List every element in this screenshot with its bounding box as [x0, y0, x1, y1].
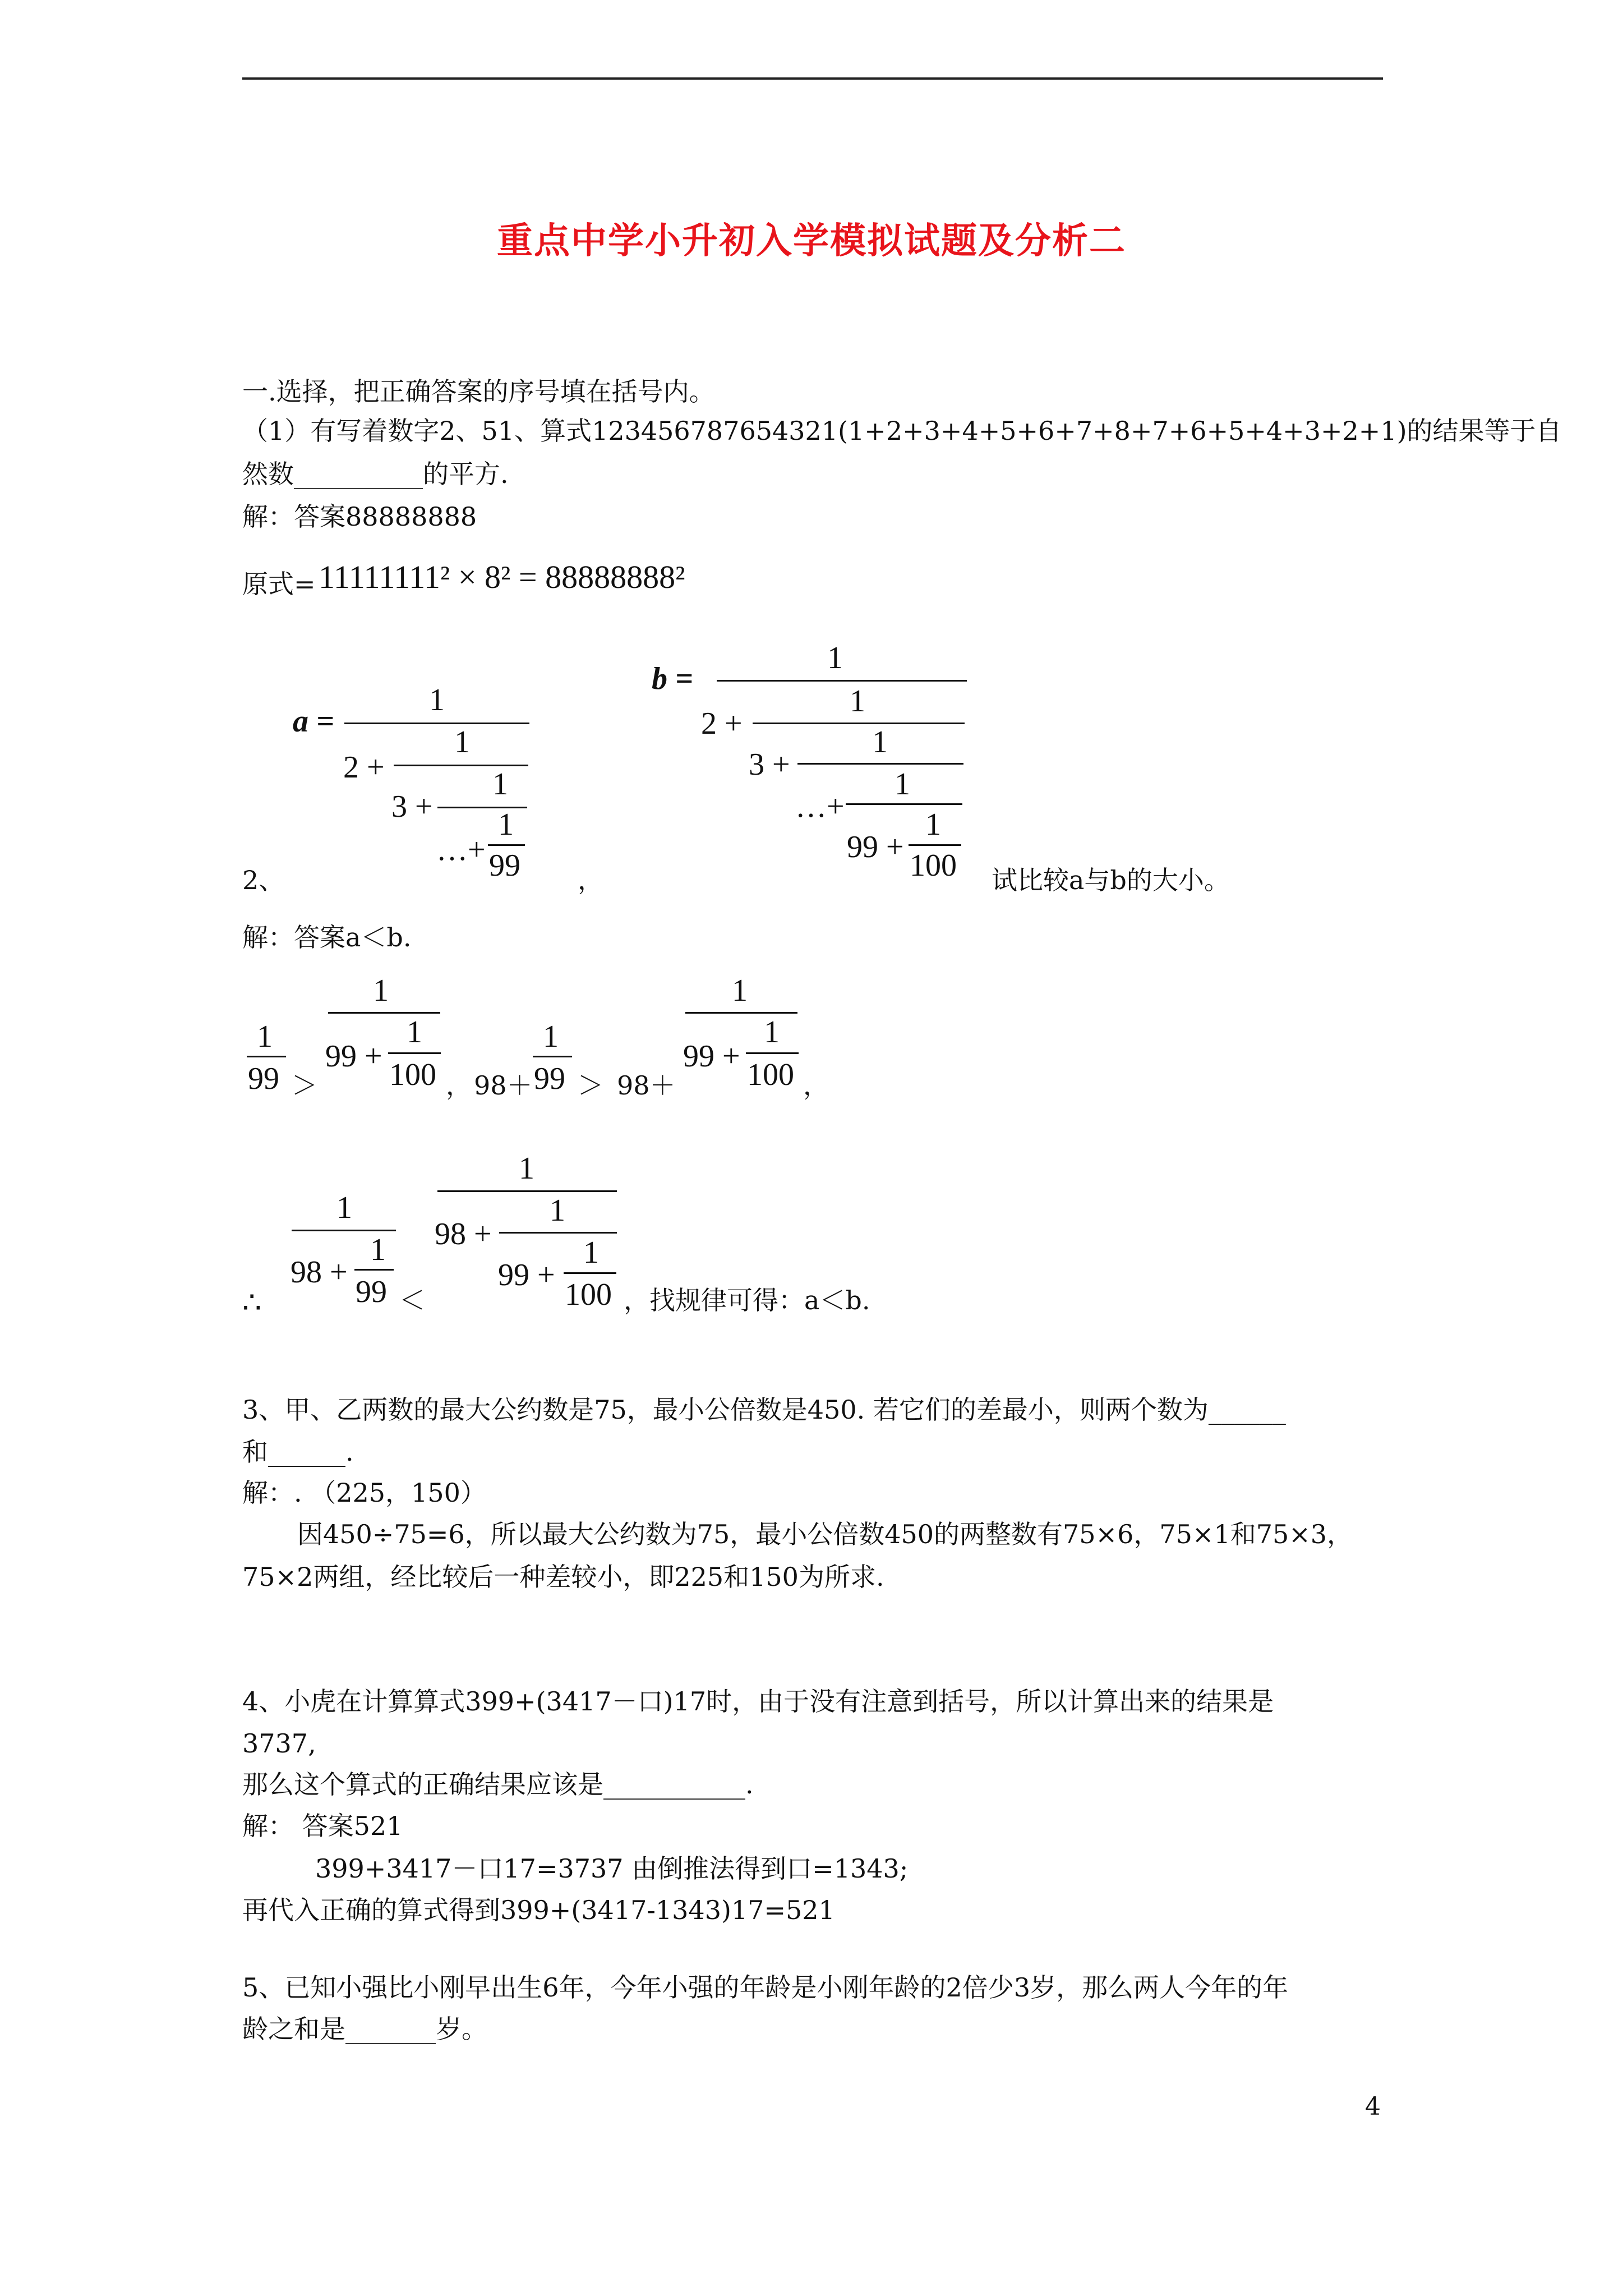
a-numerator-4: 1: [498, 807, 514, 842]
th-right-den: 100: [565, 1277, 612, 1312]
b-term-dots: …+: [795, 789, 845, 824]
th-left-num: 1: [336, 1190, 352, 1225]
cmp1-right-num2: 1: [407, 1015, 422, 1050]
q3-explanation-1: 因450÷75=6，所以最大公约数为75，最小公倍数450的两整数有75×6，75×1和75×3，: [297, 1519, 1353, 1549]
q1-answer: 解：答案88888888: [242, 501, 477, 532]
q5-line2: 龄之和是_______岁。: [242, 2014, 487, 2044]
cmp1-right-bar2: [388, 1052, 441, 1054]
cmp2-left-bar: [533, 1056, 572, 1057]
section-heading: 一.选择，把正确答案的序号填在括号内。: [242, 376, 715, 407]
q3-line1: 3、甲、乙两数的最大公约数是75，最小公倍数是450. 若它们的差最小，则两个数为______: [242, 1395, 1286, 1425]
q3-answer: 解：. （225，150）: [242, 1478, 486, 1508]
cmp2-right-bar2: [746, 1052, 799, 1054]
q5-line1: 5、已知小强比小刚早出生6年，今年小强的年龄是小刚年龄的2倍少3岁，那么两人今年的年: [242, 1972, 1289, 2003]
q3-line2: 和______.: [242, 1437, 354, 1467]
q1-line2: 然数__________的平方.: [242, 459, 509, 489]
b-fraction-bar-5: [909, 844, 961, 846]
a-term-dots: …+: [436, 832, 486, 867]
cmp2-left-num: 1: [543, 1019, 559, 1054]
cmp1-right-den: 100: [389, 1057, 436, 1092]
b-numerator-2: 1: [850, 684, 865, 719]
a-numerator-1: 1: [429, 683, 445, 717]
b-fraction-bar-4: [846, 803, 962, 805]
th-right-term98: 98 +: [435, 1217, 492, 1251]
cmp2-right-98: 98＋: [617, 1070, 676, 1101]
cmp1-right-num: 1: [373, 973, 389, 1008]
q4-line2: 3737,: [242, 1728, 316, 1759]
b-term-2: 2 +: [701, 706, 743, 741]
a-term-2: 2 +: [343, 750, 385, 785]
th-lt: ＜: [399, 1285, 425, 1315]
th-right-num2: 1: [550, 1193, 565, 1228]
b-variable: b =: [652, 661, 693, 696]
cmp2-left-98: 98＋: [474, 1070, 533, 1101]
cmp2-right-bar: [685, 1012, 797, 1014]
q2-answer: 解：答案a＜b.: [242, 922, 412, 953]
cmp2-left-den: 99: [534, 1061, 565, 1096]
header-rule: [242, 77, 1383, 80]
therefore-symbol: ∴: [242, 1285, 262, 1320]
a-fraction-bar-2: [394, 765, 528, 766]
b-numerator-5: 1: [925, 807, 941, 842]
a-fraction-bar-4: [488, 844, 525, 846]
a-term-3: 3 +: [391, 789, 433, 824]
b-term-99: 99 +: [847, 830, 904, 864]
q2-number: 2、: [242, 865, 285, 895]
th-right-bar: [437, 1190, 617, 1192]
q4-explanation-2: 再代入正确的算式得到399+(3417-1343)17=521: [242, 1895, 835, 1925]
cmp1-left-num: 1: [257, 1019, 273, 1054]
cmp1-left-bar: [247, 1056, 286, 1057]
cmp2-right-den: 100: [747, 1057, 794, 1092]
th-right-term99: 99 +: [498, 1258, 555, 1292]
th-left-bar: [292, 1230, 396, 1231]
cmp2-comma: ，: [803, 1070, 829, 1101]
a-numerator-3: 1: [492, 767, 508, 802]
cmp1-right-bar: [328, 1012, 440, 1014]
cmp2-right-num2: 1: [764, 1015, 780, 1050]
q1-formula: 11111111² × 8² = 88888888²: [319, 559, 685, 595]
q1-formula-prefix: 原式=: [242, 569, 316, 599]
b-numerator-4: 1: [895, 767, 910, 802]
th-left-bar2: [354, 1269, 394, 1271]
th-right-num: 1: [519, 1151, 534, 1186]
th-right-bar2: [499, 1232, 617, 1234]
cmp2-right-term: 99 +: [683, 1039, 740, 1074]
a-denominator-99: 99: [489, 848, 520, 883]
b-numerator-1: 1: [827, 641, 843, 675]
th-left-term: 98 +: [291, 1255, 348, 1290]
b-denominator-100: 100: [910, 848, 957, 883]
q2-comma: ，: [578, 865, 603, 895]
cmp1-comma: ，: [446, 1070, 472, 1101]
q2-conclusion: ，找规律可得：a＜b.: [624, 1285, 870, 1315]
th-left-num2: 1: [370, 1232, 386, 1267]
b-numerator-3: 1: [872, 725, 888, 760]
page-number: 4: [1365, 2092, 1381, 2121]
q4-answer: 解： 答案521: [242, 1811, 403, 1841]
q4-line1: 4、小虎在计算算式399+(3417－口)17时，由于没有注意到括号，所以计算出来的结果是: [242, 1686, 1274, 1717]
th-right-bar3: [564, 1272, 616, 1274]
q3-explanation-2: 75×2两组，经比较后一种差较小，即225和150为所求.: [242, 1562, 884, 1592]
cmp2-gt: ＞: [578, 1070, 603, 1101]
th-right-num3: 1: [583, 1235, 599, 1270]
cmp1-gt: ＞: [292, 1070, 317, 1101]
b-fraction-bar-3: [797, 763, 963, 765]
page-title: 重点中学小升初入学模拟试题及分析二: [497, 220, 1126, 262]
a-fraction-bar-3: [437, 807, 527, 808]
q4-explanation-1: 399+3417－口17=3737 由倒推法得到口=1343;: [315, 1853, 909, 1884]
b-fraction-bar-1: [717, 680, 967, 682]
q4-line3: 那么这个算式的正确结果应该是___________.: [242, 1769, 754, 1800]
a-numerator-2: 1: [454, 725, 470, 760]
cmp2-right-num: 1: [732, 973, 748, 1008]
q1-line1: （1）有写着数字2、51、算式123456787654321(1+2+3+4+5+6+7+8+7+6+5+4+3+2+1)的结果等于自: [242, 416, 1562, 446]
a-variable: a =: [293, 704, 334, 739]
a-fraction-bar-1: [344, 723, 529, 724]
cmp1-left-den: 99: [248, 1061, 279, 1096]
th-left-den: 99: [356, 1274, 387, 1309]
b-fraction-bar-2: [753, 723, 965, 724]
q2-compare-text: 试比较a与b的大小。: [992, 865, 1230, 895]
cmp1-right-term: 99 +: [325, 1039, 382, 1074]
b-term-3: 3 +: [749, 747, 790, 782]
